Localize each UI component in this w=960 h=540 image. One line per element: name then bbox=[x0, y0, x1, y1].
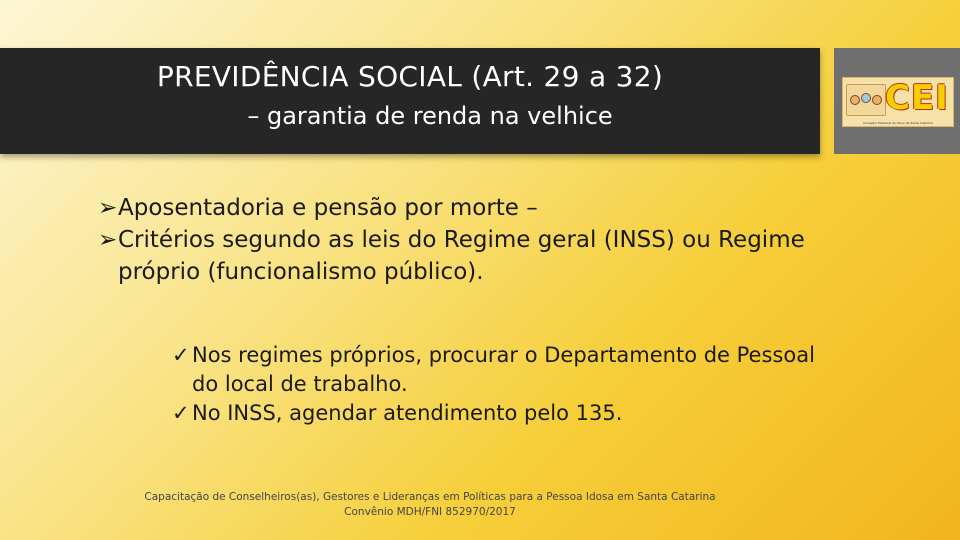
list-item bbox=[172, 399, 832, 428]
logo-caption: Conselho Estadual do Idoso de Santa Catarina bbox=[863, 121, 933, 125]
list-item-text: Critérios segundo as leis do Regime geral (INSS) ou Regime próprio (funcionalismo público). bbox=[118, 227, 805, 285]
list-item-text: Aposentadoria e pensão por morte – bbox=[118, 195, 538, 221]
list-item bbox=[172, 341, 832, 399]
arrow-bullet-icon: ➢ bbox=[98, 227, 118, 253]
list-item-text: No INSS, agendar atendimento pelo 135. bbox=[192, 401, 623, 425]
checkmark-bullet-icon: ✓ bbox=[172, 401, 190, 425]
cei-logo bbox=[842, 77, 954, 127]
main-bullet-list bbox=[98, 192, 838, 288]
slide-subtitle: – garantia de renda na velhice bbox=[247, 102, 613, 130]
title-bar bbox=[0, 48, 820, 154]
logo-text: CEI bbox=[885, 78, 949, 118]
list-item bbox=[98, 224, 838, 288]
list-item-text: Nos regimes próprios, procurar o Departamento de Pessoal do local de trabalho. bbox=[192, 343, 815, 396]
elderly-people-icon bbox=[846, 84, 886, 116]
sub-bullet-list bbox=[172, 341, 832, 428]
footer-line2: Convênio MDH/FNI 852970/2017 bbox=[344, 506, 516, 518]
footer-line1: Capacitação de Conselheiros(as), Gestores e Lideranças em Políticas para a Pessoa Idosa em Santa Catarina bbox=[144, 491, 716, 503]
arrow-bullet-icon: ➢ bbox=[98, 195, 118, 221]
logo-panel bbox=[834, 48, 960, 154]
checkmark-bullet-icon: ✓ bbox=[172, 343, 190, 367]
slide-title: PREVIDÊNCIA SOCIAL (Art. 29 a 32) bbox=[156, 60, 664, 93]
list-item bbox=[98, 192, 838, 224]
footer bbox=[80, 490, 780, 520]
